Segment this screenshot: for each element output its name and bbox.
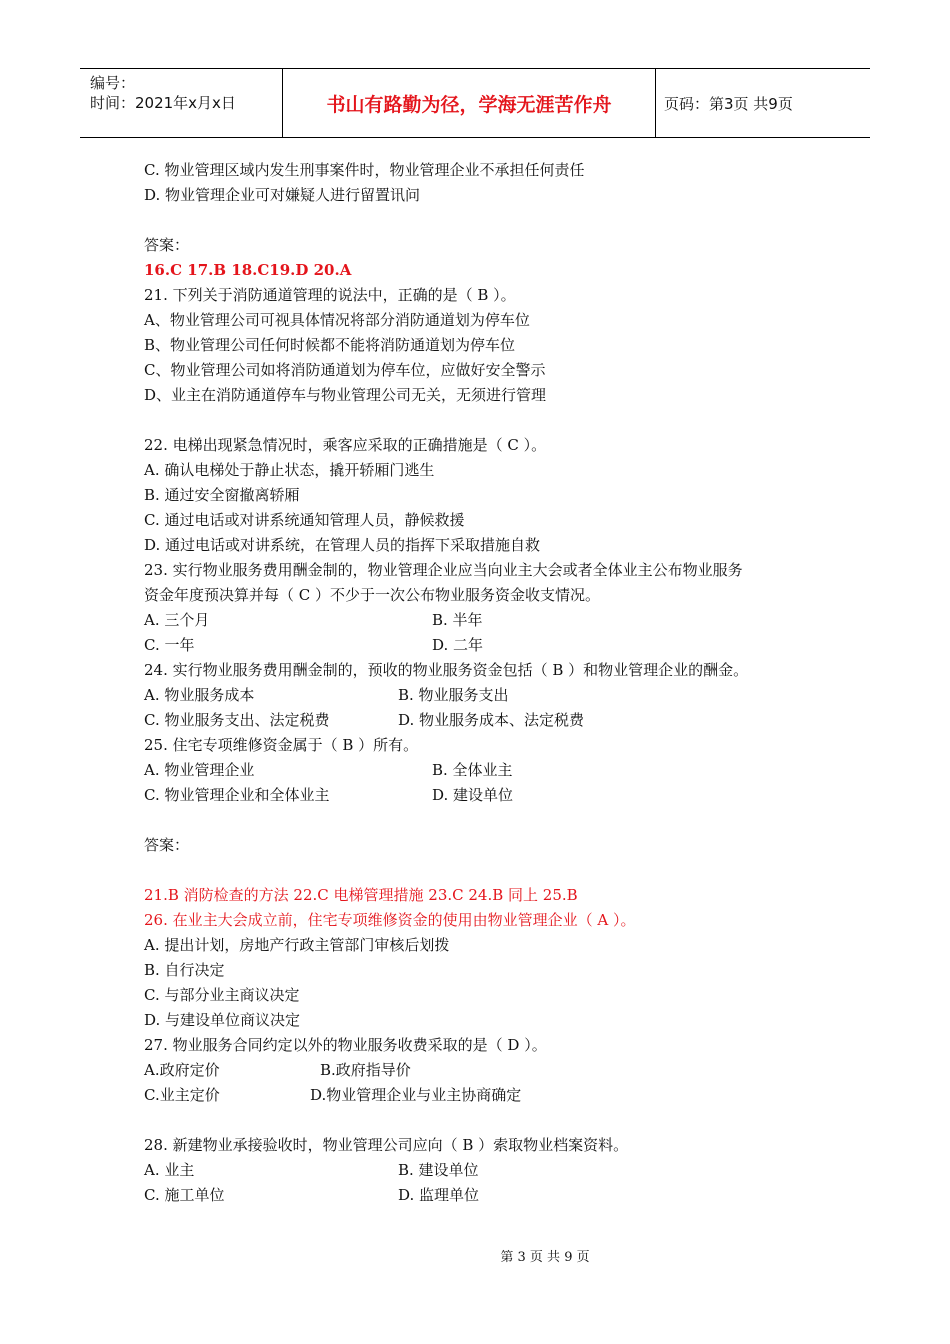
question-line: 23. 实行物业服务费用酬金制的，物业管理企业应当向业主大会或者全体业主公布物业服务 — [144, 561, 743, 579]
option-row — [144, 1058, 844, 1083]
option-b: B. 建设单位 — [398, 1161, 479, 1179]
answer-key: 21.B 消防检查的方法 22.C 电梯管理措施 23.C 24.B 同上 25.B — [144, 886, 578, 904]
option-a: A.政府定价 — [144, 1061, 220, 1079]
header-motto: 书山有路勤为径，学海无涯苦作舟 — [282, 69, 656, 137]
option-c: C. 物业服务支出、法定税费 — [144, 711, 330, 729]
option-line: A. 提出计划，房地产行政主管部门审核后划拨 — [144, 936, 450, 954]
option-line: A、物业管理公司可视具体情况将部分消防通道划为停车位 — [144, 311, 530, 329]
answer-heading: 答案： — [144, 836, 190, 854]
question-line: 28. 新建物业承接验收时，物业管理公司应向（ B ）索取物业档案资料。 — [144, 1136, 629, 1154]
option-c: C. 物业管理企业和全体业主 — [144, 786, 330, 804]
option-c: C.业主定价 — [144, 1086, 220, 1104]
document-time-label: 时间：2021年x月x日 — [90, 94, 236, 112]
option-line: A. 确认电梯处于静止状态，撬开轿厢门逃生 — [144, 461, 435, 479]
option-line: C. 与部分业主商议决定 — [144, 986, 300, 1004]
option-row — [144, 783, 844, 808]
question-line: 27. 物业服务合同约定以外的物业服务收费采取的是（ D ）。 — [144, 1036, 547, 1054]
option-d: D. 建设单位 — [432, 786, 514, 804]
question-line: 21. 下列关于消防通道管理的说法中，正确的是（ B ）。 — [144, 286, 516, 304]
page-footer — [0, 1246, 950, 1265]
option-line: B. 通过安全窗撤离轿厢 — [144, 486, 300, 504]
option-row — [144, 758, 844, 783]
option-row — [144, 708, 844, 733]
answer-key: 16.C 17.B 18.C19.D 20.A — [144, 261, 352, 279]
option-line: D. 通过电话或对讲系统，在管理人员的指挥下采取措施自救 — [144, 536, 541, 554]
option-line: B、物业管理公司任何时候都不能将消防通道划为停车位 — [144, 336, 516, 354]
header-page-number: 页码：第3页 共9页 — [664, 94, 793, 113]
option-d: D. 监理单位 — [398, 1186, 480, 1204]
option-line: D. 物业管理企业可对嫌疑人进行留置讯问 — [144, 186, 421, 204]
footer-page-number: 第 3 页 共 9 页 — [500, 1250, 590, 1265]
option-line: D. 与建设单位商议决定 — [144, 1011, 301, 1029]
option-d: D.物业管理企业与业主协商确定 — [310, 1086, 522, 1104]
option-row — [144, 1183, 844, 1208]
question-line: 22. 电梯出现紧急情况时，乘客应采取的正确措施是（ C ）。 — [144, 436, 547, 454]
option-line: C. 通过电话或对讲系统通知管理人员，静候救援 — [144, 511, 465, 529]
option-row — [144, 683, 844, 708]
option-row — [144, 608, 844, 633]
page-header — [80, 68, 870, 138]
option-line: C. 物业管理区域内发生刑事案件时，物业管理企业不承担任何责任 — [144, 161, 585, 179]
option-b: B. 物业服务支出 — [398, 686, 509, 704]
document-body — [144, 158, 844, 1208]
question-line: 资金年度预决算并每（ C ）不少于一次公布物业服务资金收支情况。 — [144, 586, 601, 604]
option-line: B. 自行决定 — [144, 961, 225, 979]
option-row — [144, 1083, 844, 1108]
option-a: A. 业主 — [144, 1161, 195, 1179]
option-line: C、物业管理公司如将消防通道划为停车位，应做好安全警示 — [144, 361, 546, 379]
question-line: 24. 实行物业服务费用酬金制的，预收的物业服务资金包括（ B ）和物业管理企业的酬金。 — [144, 661, 749, 679]
option-b: B. 全体业主 — [432, 761, 513, 779]
option-a: A. 物业管理企业 — [144, 761, 255, 779]
option-line: D、业主在消防通道停车与物业管理公司无关，无须进行管理 — [144, 386, 547, 404]
document-number-label: 编号： — [90, 74, 136, 92]
option-c: C. 施工单位 — [144, 1186, 225, 1204]
answer-heading: 答案： — [144, 236, 190, 254]
option-d: D. 二年 — [432, 636, 484, 654]
option-b: B. 半年 — [432, 611, 483, 629]
option-a: A. 三个月 — [144, 611, 210, 629]
question-line: 25. 住宅专项维修资金属于（ B ）所有。 — [144, 736, 419, 754]
question-line-highlighted: 26. 在业主大会成立前，住宅专项维修资金的使用由物业管理企业（ A ）。 — [144, 911, 636, 929]
option-d: D. 物业服务成本、法定税费 — [398, 711, 585, 729]
option-row — [144, 633, 844, 658]
option-c: C. 一年 — [144, 636, 195, 654]
option-b: B.政府指导价 — [320, 1061, 411, 1079]
option-a: A. 物业服务成本 — [144, 686, 255, 704]
header-meta — [80, 69, 282, 137]
option-row — [144, 1158, 844, 1183]
